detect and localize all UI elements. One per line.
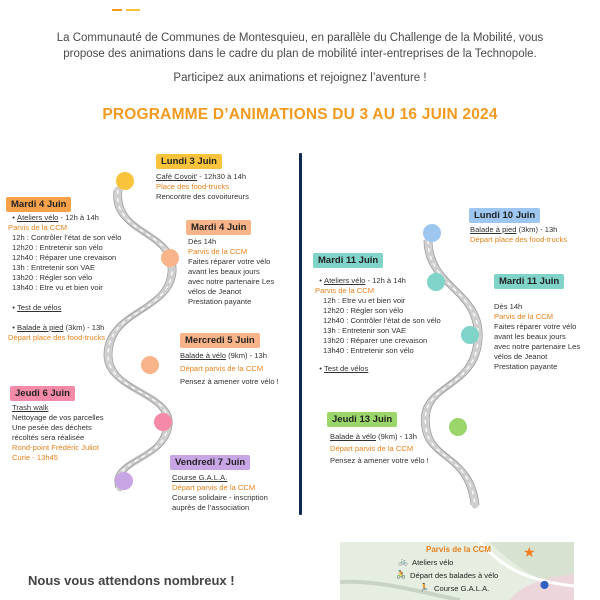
event-time: - 12h30 à 14h	[197, 172, 247, 181]
circle-vendredi-7	[115, 472, 133, 490]
event-place: Départ place des food-trucks	[470, 235, 568, 244]
event-time: (3km) - 13h	[516, 225, 558, 234]
event-place: Départ parvis de la CCM	[180, 364, 264, 373]
tag-lundi-3: Lundi 3 Juin	[156, 154, 222, 169]
tag-mardi-4b: Mardi 4 Juin	[186, 220, 251, 235]
intro-line-1: La Communauté de Communes de Montesquieu, en parallèle du Challenge de la Mobilité, vous	[56, 32, 544, 44]
event-place: Parvis de la CCM	[8, 223, 68, 232]
event-place-end: Curie	[12, 453, 31, 462]
event-title: Ateliers vélo	[324, 276, 366, 285]
event-desc: Faites réparer votre vélo	[188, 257, 271, 266]
event-time: (9km) - 13h	[226, 351, 267, 360]
event-desc: Pensez à amener votre vélo !	[330, 456, 429, 465]
site-map	[340, 542, 574, 600]
event-place: Départ parvis de la CCM	[172, 483, 256, 492]
event-place: Parvis de la CCM	[188, 247, 248, 256]
event-desc: Prestation payante	[494, 362, 558, 371]
map-item-balades: Départ des balades à vélo	[410, 571, 499, 580]
tag-lundi-10: Lundi 10 Juin	[469, 208, 540, 223]
program-title: PROGRAMME D’ANIMATIONS DU 3 AU 16 JUIN 2024	[102, 106, 498, 123]
event-title: Balade à vélo	[180, 351, 227, 360]
event-lundi-3	[156, 172, 296, 202]
event-desc: vélos de Jeanot	[494, 352, 548, 361]
event-desc: Nettoyage de vos parcelles	[12, 413, 104, 422]
schedule-line: 12h20 : Entretenir son vélo	[12, 243, 103, 252]
map-title: Parvis de la CCM	[426, 545, 491, 554]
bicycle-icon: 🚲	[398, 557, 408, 566]
circle-lundi-10	[423, 224, 441, 242]
event-desc: Une pesée des déchets	[12, 423, 92, 432]
event-mercredi-5	[180, 351, 298, 387]
schedule-line: 13h40 : Entretenir son vélo	[323, 346, 414, 355]
event-place: Rond-point Frédéric Juliot	[12, 443, 99, 452]
event-place: Départ place des food-trucks	[8, 333, 106, 342]
schedule-line: 13h40 : Etre vu et bien voir	[12, 283, 103, 292]
test-velos: Test de vélos	[17, 303, 62, 312]
schedule-line: 13h20 : Réparer une crevaison	[323, 336, 428, 345]
event-place: Place des food-trucks	[156, 182, 230, 191]
event-desc: Prestation payante	[188, 297, 252, 306]
schedule-line: 13h : Entretenir son VAE	[323, 326, 407, 335]
schedule-line: 12h : Contrôler l’état de son vélo	[12, 233, 122, 242]
event-title: Balade à vélo	[330, 432, 377, 441]
event-jeudi-6	[12, 403, 120, 463]
map-pin-icon: ⬤	[540, 580, 549, 589]
event-desc: avant les beaux jours	[188, 267, 260, 276]
event-mardi-4b	[188, 237, 292, 307]
circle-mardi-4b	[161, 249, 179, 267]
schedule-line: 12h40 : Réparer une crevaison	[12, 253, 117, 262]
event-lundi-10	[470, 225, 596, 245]
event-time: - 12h à 14h	[365, 276, 406, 285]
star-icon: ★	[523, 544, 536, 560]
event-desc: avant les beaux jours	[494, 332, 566, 341]
tag-mardi-11b: Mardi 11 Juin	[494, 274, 564, 289]
tag-mardi-11a: Mardi 11 Juin	[313, 253, 383, 268]
circle-jeudi-13	[449, 418, 467, 436]
cyclist-icon: 🚴	[396, 570, 406, 579]
event-desc: avec notre partenaire Les	[188, 277, 275, 286]
event-place: Départ parvis de la CCM	[330, 444, 414, 453]
schedule-line: 12h20 : Régler son vélo	[323, 306, 404, 315]
runner-icon: 🏃	[419, 583, 429, 592]
schedule-line: 12h40 : Contrôler l’état de son vélo	[323, 316, 441, 325]
event-time: - 13h45	[30, 453, 59, 462]
join-text: Participez aux animations et rejoignez l’aventure !	[173, 72, 427, 84]
schedule-line: 13h20 : Régler son vélo	[12, 273, 93, 282]
closing-text: Nous vous attendons nombreux !	[28, 573, 235, 588]
event-place: Parvis de la CCM	[315, 286, 375, 295]
event-title: Balade à pied	[470, 225, 517, 234]
circle-jeudi-6	[154, 413, 172, 431]
tag-mardi-4a: Mardi 4 Juin	[6, 197, 71, 212]
event-time: (9km) - 13h	[376, 432, 417, 441]
schedule-line: 13h : Entretenir son VAE	[12, 263, 96, 272]
tag-jeudi-6: Jeudi 6 Juin	[10, 386, 75, 401]
tag-jeudi-13: Jeudi 13 Juin	[327, 412, 397, 427]
event-jeudi-13	[330, 432, 450, 466]
balade-title: Balade à pied	[17, 323, 64, 332]
event-time: Dès 14h	[494, 302, 523, 311]
event-mardi-11b	[494, 302, 594, 372]
event-desc: Faites réparer votre vélo	[494, 322, 577, 331]
tag-vendredi-7: Vendredi 7 Juin	[170, 455, 250, 470]
event-place: Parvis de la CCM	[494, 312, 554, 321]
schedule-line: 12h : Etre vu et bien voir	[323, 296, 406, 305]
event-vendredi-7	[172, 473, 296, 513]
circle-mercredi-5	[141, 356, 159, 374]
event-desc: Rencontre des covoitureurs	[156, 192, 249, 201]
event-title: Café Covoit'	[156, 172, 198, 181]
circle-lundi-3	[116, 172, 134, 190]
event-mardi-11a: • Ateliers vélo - 12h à 14h Parvis de la CCM 12h : Etre vu et bien voir 12h20 : Régler son vélo 12h40 : Contrôler l’état de son vélo 13h : Entretenir son VAE 13h20 : Réparer une crevaison 13h40 : Entretenir son vélo • Test de vélos	[315, 276, 465, 374]
event-desc: vélos de Jeanot	[188, 287, 242, 296]
event-mardi-4a: • Ateliers vélo - 12h à 14h Parvis de la CCM 12h : Contrôler l’état de son vélo 12h20 : Entretenir son vélo 12h40 : Réparer une crevaison 13h : Entretenir son VAE 13h20 : Régler son vélo 13h40 : Etre vu et bien voir • Test de vélos • Balade à pied (3km) - 13h Départ place des food-trucks	[8, 213, 158, 343]
event-desc: avec notre partenaire Les	[494, 342, 581, 351]
event-time: Dès 14h	[188, 237, 217, 246]
event-title: Trash walk	[12, 403, 49, 412]
event-title: Course G.A.L.A.	[172, 473, 228, 482]
test-velos: Test de vélos	[324, 364, 369, 373]
event-desc: récoltés sera réalisée	[12, 433, 85, 442]
map-item-course: Course G.A.L.A.	[434, 584, 490, 593]
tag-mercredi-5: Mercredi 5 Juin	[180, 333, 260, 348]
event-desc: Pensez à amener votre vélo !	[180, 377, 279, 386]
event-title: Ateliers vélo	[17, 213, 59, 222]
event-desc: Course solidaire - inscription	[172, 493, 268, 502]
intro-line-2: propose des animations dans le cadre du plan de mobilité inter-entreprises de la Technopole.	[63, 48, 537, 60]
event-time: - 12h à 14h	[58, 213, 99, 222]
event-desc: auprès de l’association	[172, 503, 250, 512]
map-item-ateliers: Ateliers vélo	[412, 558, 454, 567]
balade-time: (3km) - 13h	[63, 323, 105, 332]
